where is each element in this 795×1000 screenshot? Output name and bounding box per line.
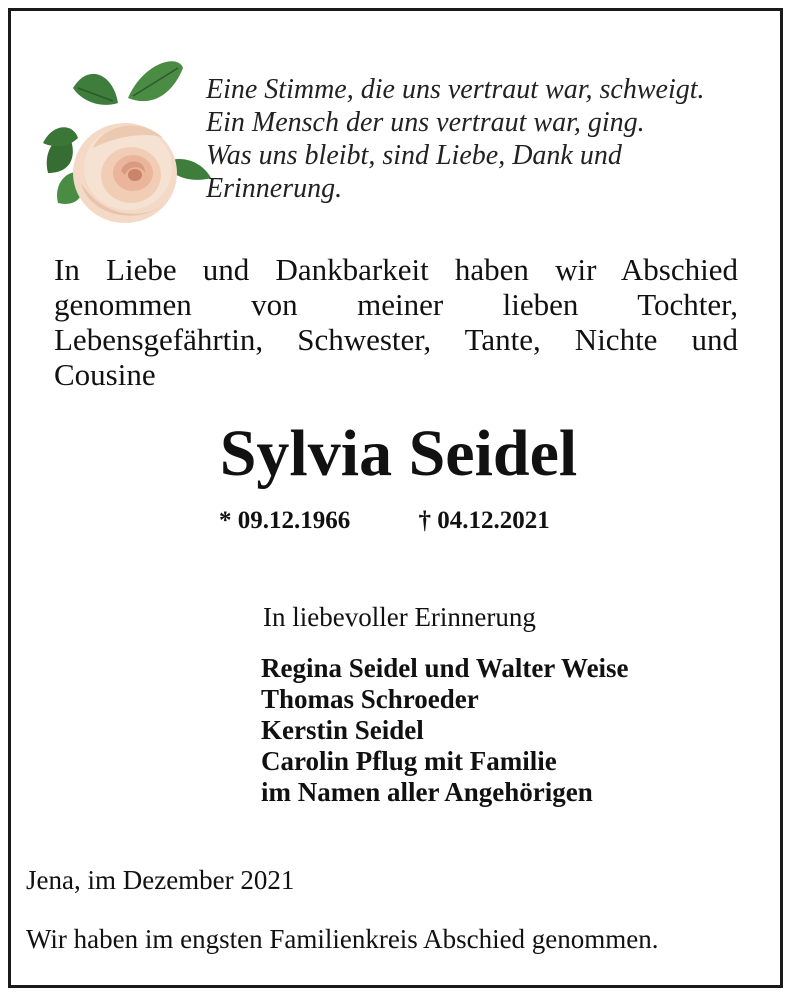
intro-text: In Liebe und Dankbarkeit haben wir Abschied genommen von meiner lieben Tochter, Lebensgefährtin, Schwester, Tante, Nichte und Cousine	[54, 252, 738, 392]
poem	[206, 73, 781, 205]
obituary-notice	[8, 8, 783, 988]
birth-date: * 09.12.1966	[219, 507, 351, 534]
place-date: Jena, im Dezember 2021	[26, 865, 295, 895]
signer: Kerstin Seidel	[261, 715, 424, 745]
memory-line: In liebevoller Erinnerung	[263, 602, 536, 632]
life-dates	[219, 506, 550, 536]
poem-line: Erinnerung.	[206, 173, 343, 204]
signers-list	[261, 653, 629, 808]
signer: im Namen aller Angehörigen	[261, 777, 593, 807]
poem-line: Ein Mensch der uns vertraut war, ging.	[206, 107, 645, 138]
deceased-name: Sylvia Seidel	[219, 417, 578, 490]
poem-line: Was uns bleibt, sind Liebe, Dank und	[206, 140, 622, 171]
signer: Regina Seidel und Walter Weise	[261, 653, 629, 683]
signer: Carolin Pflug mit Familie	[261, 746, 557, 776]
rose-icon	[33, 53, 213, 233]
poem-line: Eine Stimme, die uns vertraut war, schweigt.	[206, 74, 705, 105]
final-note: Wir haben im engsten Familienkreis Abschied genommen.	[26, 924, 659, 954]
death-date: † 04.12.2021	[418, 507, 550, 534]
signer: Thomas Schroeder	[261, 684, 479, 714]
